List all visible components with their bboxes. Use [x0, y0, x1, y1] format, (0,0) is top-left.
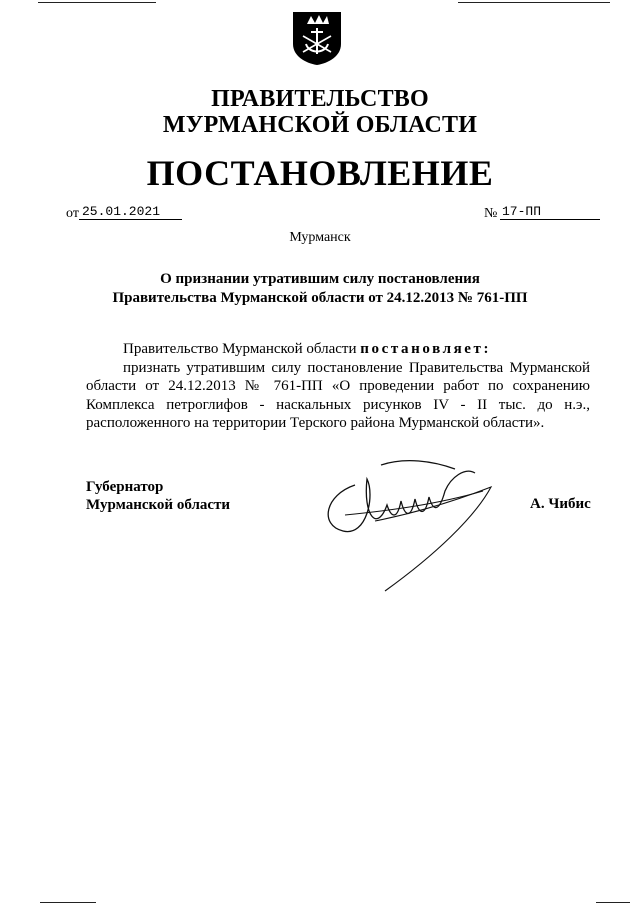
government-line-2: МУРМАНСКОЙ ОБЛАСТИ: [162, 112, 478, 138]
document-type: ПОСТАНОВЛЕНИЕ: [146, 153, 494, 193]
signer-name: А. Чибис: [530, 496, 591, 512]
resolution-text: признать утратившим силу постановление Правительства Мурманской области от 24.12.2013 № 761-ПП «О проведении работ по сохранению Комплекса петроглифов - наскальных рисунков IV - II тыс. до н.э., расположенного на территории Терского района Мурманской области».: [86, 359, 590, 431]
document-body: [86, 340, 590, 433]
intro-text: Правительство Мурманской области: [123, 341, 361, 357]
city: Мурманск: [289, 230, 351, 245]
position-line-2: Мурманской области: [86, 497, 231, 513]
document-date: 25.01.2021: [79, 204, 182, 220]
subject-line-2: Правительства Мурманской области от 24.12.2013 № 761-ПП: [112, 290, 528, 306]
coat-of-arms-icon: [291, 10, 343, 66]
government-line-1: ПРАВИТЕЛЬСТВО: [211, 86, 429, 112]
handwritten-signature: [315, 455, 505, 595]
resolution-intro: [86, 340, 590, 359]
resolves-word: постановляет:: [360, 341, 492, 357]
signer-position: [86, 478, 230, 514]
document-subject: [0, 270, 640, 308]
position-line-1: Губернатор: [86, 479, 164, 495]
government-title: [0, 86, 640, 138]
document-number: 17-ПП: [500, 204, 600, 220]
scan-edge-line: [38, 2, 156, 3]
scan-edge-line: [596, 902, 630, 903]
scan-edge-line: [458, 2, 610, 3]
number-prefix: №: [484, 206, 498, 221]
date-prefix: от: [66, 206, 79, 221]
scan-edge-line: [40, 902, 96, 903]
subject-line-1: О признании утратившим силу постановления: [160, 271, 480, 287]
